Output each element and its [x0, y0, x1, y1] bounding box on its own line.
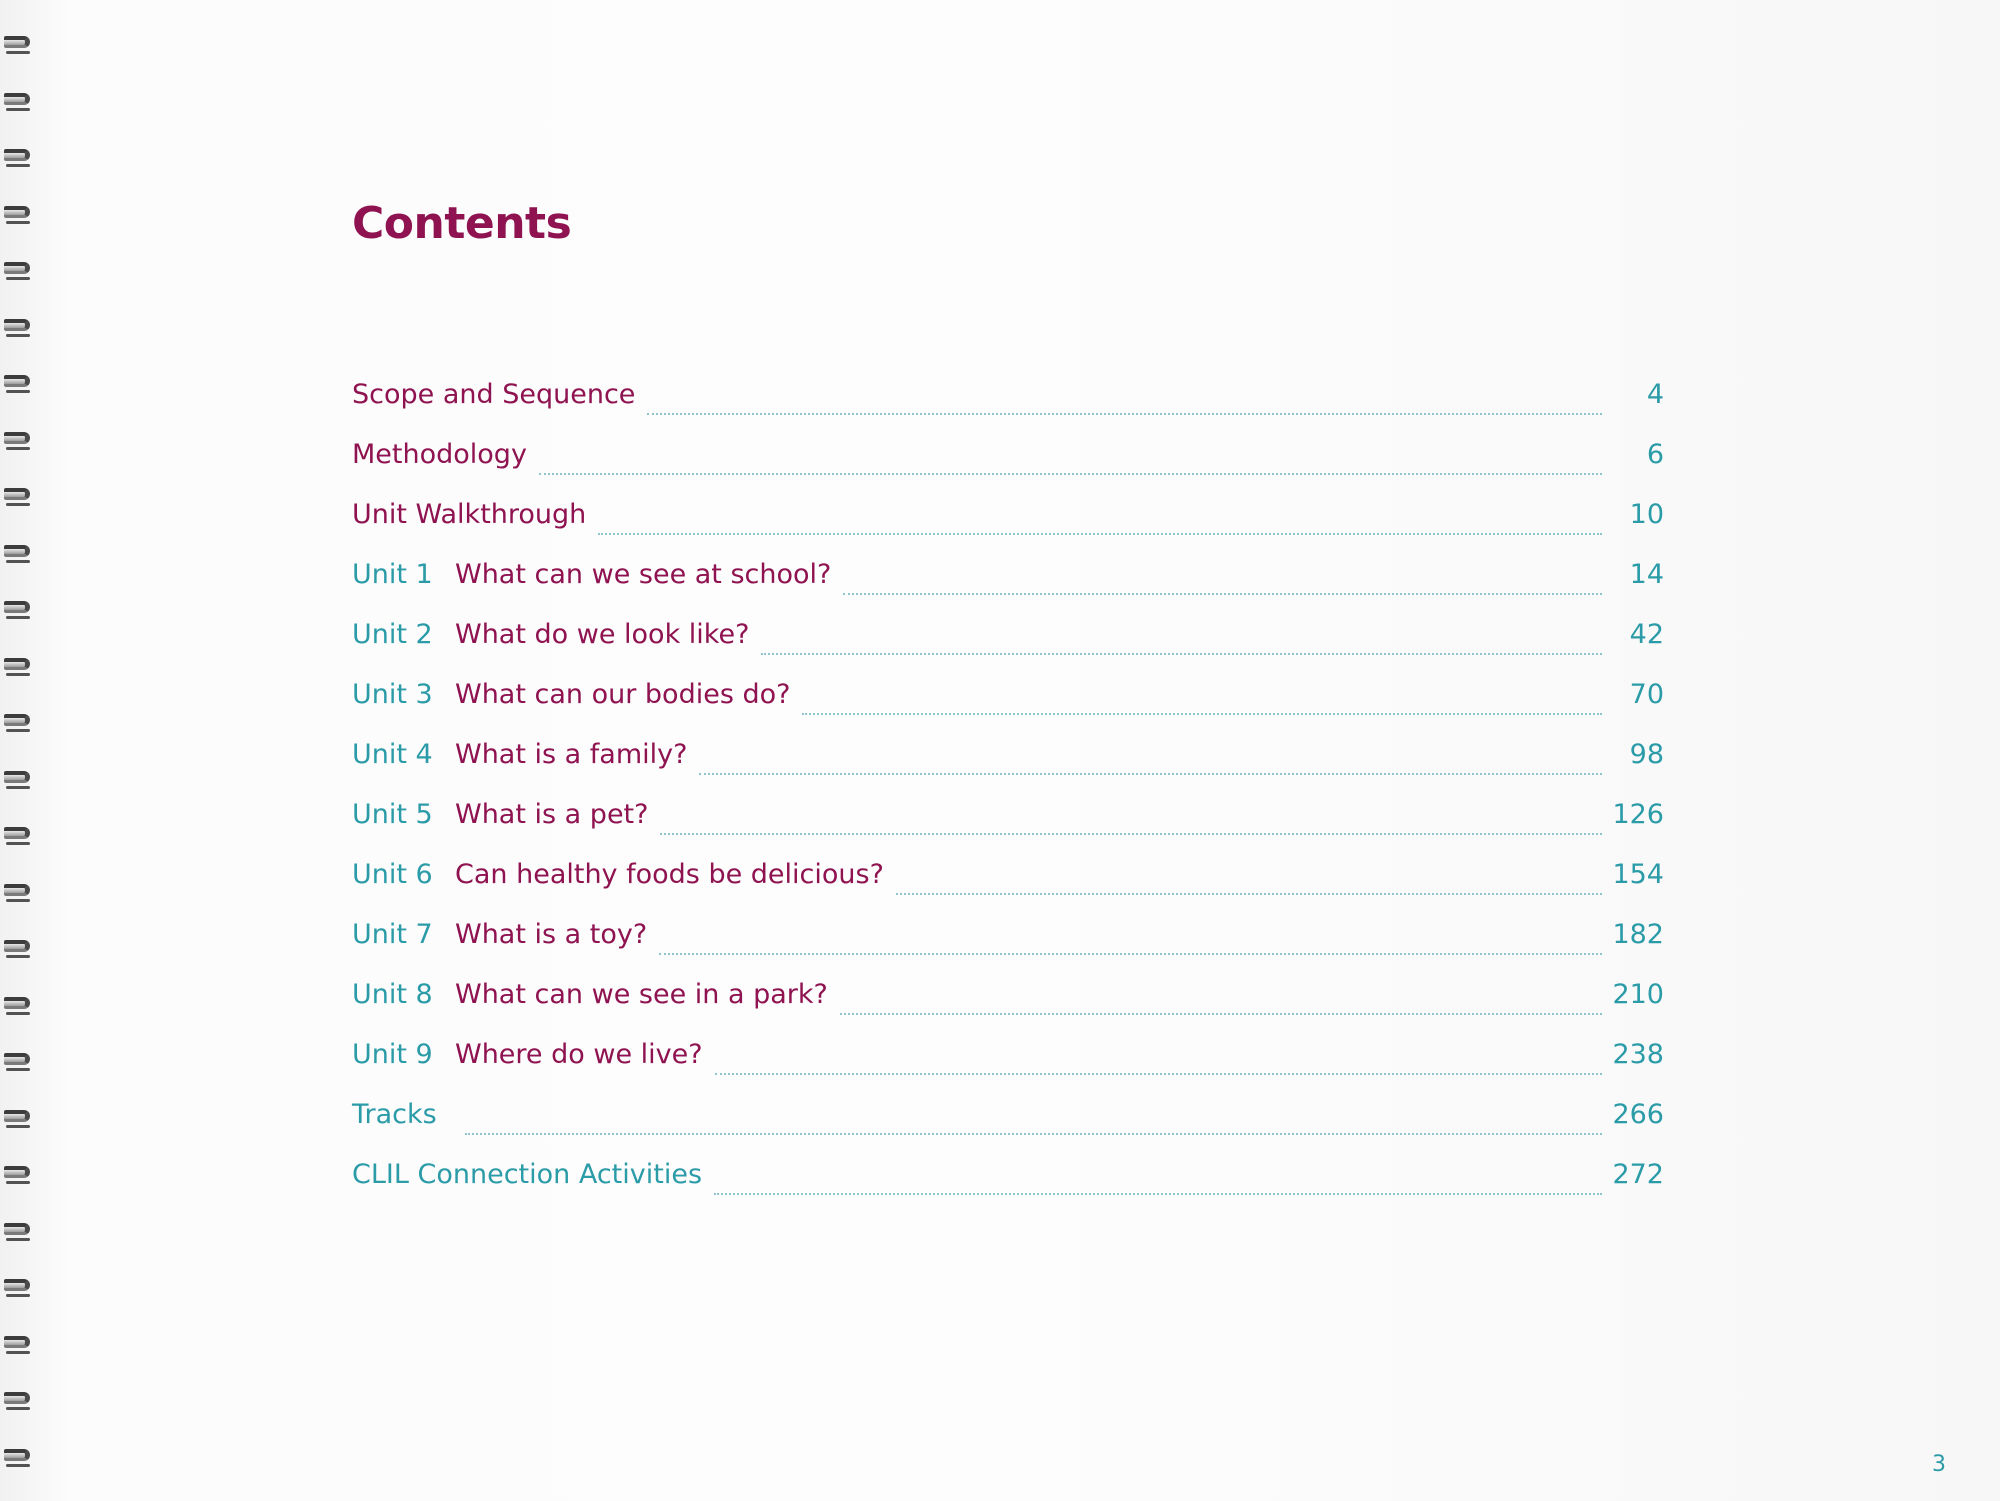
binding-ring	[4, 1217, 32, 1243]
dot-leader	[647, 412, 1602, 415]
ring-shadow	[6, 221, 30, 224]
toc-page-number: 14	[1629, 559, 1664, 590]
toc-label: What is a family?	[455, 739, 688, 770]
dot-leader	[896, 892, 1602, 895]
toc-label: Scope and Sequence	[352, 379, 636, 410]
binding-ring	[4, 878, 32, 904]
toc-unit-number: Unit 2	[352, 619, 433, 650]
binding-ring	[4, 708, 32, 734]
ring-wire	[4, 658, 30, 670]
ring-wire	[4, 997, 30, 1009]
ring-wire	[4, 206, 30, 218]
ring-shadow	[6, 729, 30, 732]
dot-leader	[840, 1012, 1602, 1015]
toc-label: Can healthy foods be delicious?	[455, 859, 884, 890]
ring-shadow	[6, 1068, 30, 1071]
ring-wire	[4, 1110, 30, 1122]
ring-shadow	[6, 1012, 30, 1015]
toc-unit-number: Unit 5	[352, 799, 433, 830]
binding-ring	[4, 313, 32, 339]
toc-row	[352, 793, 1664, 853]
ring-shadow	[6, 560, 30, 563]
ring-shadow	[6, 842, 30, 845]
toc-row	[352, 673, 1664, 733]
toc-row	[352, 613, 1664, 673]
binding-ring	[4, 765, 32, 791]
toc-row	[352, 433, 1664, 493]
toc-unit-number: Unit 3	[352, 679, 433, 710]
toc-row	[352, 853, 1664, 913]
toc-unit-number: Unit 7	[352, 919, 433, 950]
ring-wire	[4, 827, 30, 839]
binding-ring	[4, 426, 32, 452]
ring-shadow	[6, 51, 30, 54]
ring-wire	[4, 1392, 30, 1404]
ring-wire	[4, 432, 30, 444]
toc-label: Unit Walkthrough	[352, 499, 587, 530]
binding-ring	[4, 991, 32, 1017]
binding-ring	[4, 821, 32, 847]
toc-page-number: 238	[1612, 1039, 1664, 1070]
ring-shadow	[6, 616, 30, 619]
toc-page-number: 70	[1629, 679, 1664, 710]
toc-label: What is a toy?	[455, 919, 648, 950]
ring-wire	[4, 149, 30, 161]
binding-ring	[4, 143, 32, 169]
binding-ring	[4, 1386, 32, 1412]
dot-leader	[465, 1132, 1602, 1135]
ring-shadow	[6, 899, 30, 902]
dot-leader	[598, 532, 1602, 535]
dot-leader	[802, 712, 1602, 715]
toc-row	[352, 1093, 1664, 1153]
toc-label: What can we see in a park?	[455, 979, 828, 1010]
toc-page-number: 6	[1646, 439, 1664, 470]
ring-shadow	[6, 1407, 30, 1410]
ring-wire	[4, 714, 30, 726]
dot-leader	[699, 772, 1602, 775]
dot-leader	[761, 652, 1602, 655]
ring-wire	[4, 375, 30, 387]
ring-wire	[4, 1336, 30, 1348]
ring-wire	[4, 545, 30, 557]
binding-ring	[4, 256, 32, 282]
binding-ring	[4, 482, 32, 508]
toc-unit-number: Unit 1	[352, 559, 433, 590]
toc-page-number: 154	[1612, 859, 1664, 890]
toc-page-number: 126	[1612, 799, 1664, 830]
binding-ring	[4, 1104, 32, 1130]
table-of-contents	[352, 373, 1664, 1213]
toc-page-number: 182	[1612, 919, 1664, 950]
dot-leader	[660, 832, 1602, 835]
ring-shadow	[6, 1294, 30, 1297]
ring-wire	[4, 488, 30, 500]
toc-label: Tracks	[352, 1099, 437, 1130]
binding-ring	[4, 1160, 32, 1186]
binding-ring	[4, 30, 32, 56]
toc-label: What can our bodies do?	[455, 679, 791, 710]
ring-shadow	[6, 277, 30, 280]
ring-wire	[4, 93, 30, 105]
toc-label: What can we see at school?	[455, 559, 832, 590]
ring-shadow	[6, 334, 30, 337]
ring-wire	[4, 1449, 30, 1461]
page-number: 3	[1932, 1452, 1946, 1477]
toc-page-number: 210	[1612, 979, 1664, 1010]
binding-ring	[4, 200, 32, 226]
binding-ring	[4, 369, 32, 395]
binding-ring	[4, 1273, 32, 1299]
ring-shadow	[6, 1464, 30, 1467]
ring-wire	[4, 1166, 30, 1178]
ring-wire	[4, 36, 30, 48]
toc-label: What do we look like?	[455, 619, 750, 650]
dot-leader	[843, 592, 1602, 595]
spiral-binding	[0, 30, 40, 1490]
ring-shadow	[6, 1125, 30, 1128]
toc-unit-number: Unit 9	[352, 1039, 433, 1070]
toc-label: What is a pet?	[455, 799, 649, 830]
ring-shadow	[6, 955, 30, 958]
toc-page-number: 42	[1629, 619, 1664, 650]
ring-wire	[4, 940, 30, 952]
ring-shadow	[6, 164, 30, 167]
ring-shadow	[6, 390, 30, 393]
ring-shadow	[6, 1181, 30, 1184]
toc-page-number: 10	[1629, 499, 1664, 530]
ring-wire	[4, 601, 30, 613]
toc-label: CLIL Connection Activities	[352, 1159, 703, 1190]
toc-row	[352, 1153, 1664, 1213]
dot-leader	[539, 472, 1602, 475]
ring-shadow	[6, 1238, 30, 1241]
toc-row	[352, 493, 1664, 553]
binding-ring	[4, 934, 32, 960]
binding-ring	[4, 652, 32, 678]
toc-row	[352, 733, 1664, 793]
toc-row	[352, 373, 1664, 433]
dot-leader	[659, 952, 1602, 955]
ring-shadow	[6, 786, 30, 789]
toc-page-number: 266	[1612, 1099, 1664, 1130]
toc-row	[352, 1033, 1664, 1093]
toc-row	[352, 913, 1664, 973]
ring-shadow	[6, 108, 30, 111]
dot-leader	[714, 1192, 1602, 1195]
ring-shadow	[6, 447, 30, 450]
toc-unit-number: Unit 8	[352, 979, 433, 1010]
ring-wire	[4, 1223, 30, 1235]
binding-ring	[4, 539, 32, 565]
ring-shadow	[6, 1351, 30, 1354]
toc-unit-number: Unit 4	[352, 739, 433, 770]
toc-page-number: 272	[1612, 1159, 1664, 1190]
toc-page-number: 98	[1629, 739, 1664, 770]
ring-wire	[4, 884, 30, 896]
toc-label: Where do we live?	[455, 1039, 703, 1070]
binding-ring	[4, 1443, 32, 1469]
page-title: Contents	[352, 198, 572, 249]
ring-wire	[4, 319, 30, 331]
ring-wire	[4, 262, 30, 274]
toc-label: Methodology	[352, 439, 527, 470]
binding-ring	[4, 1047, 32, 1073]
toc-unit-number: Unit 6	[352, 859, 433, 890]
ring-wire	[4, 771, 30, 783]
toc-page-number: 4	[1646, 379, 1664, 410]
toc-row	[352, 973, 1664, 1033]
ring-shadow	[6, 503, 30, 506]
toc-row	[352, 553, 1664, 613]
binding-ring	[4, 87, 32, 113]
binding-ring	[4, 595, 32, 621]
dot-leader	[715, 1072, 1602, 1075]
ring-wire	[4, 1279, 30, 1291]
ring-wire	[4, 1053, 30, 1065]
ring-shadow	[6, 673, 30, 676]
binding-ring	[4, 1330, 32, 1356]
